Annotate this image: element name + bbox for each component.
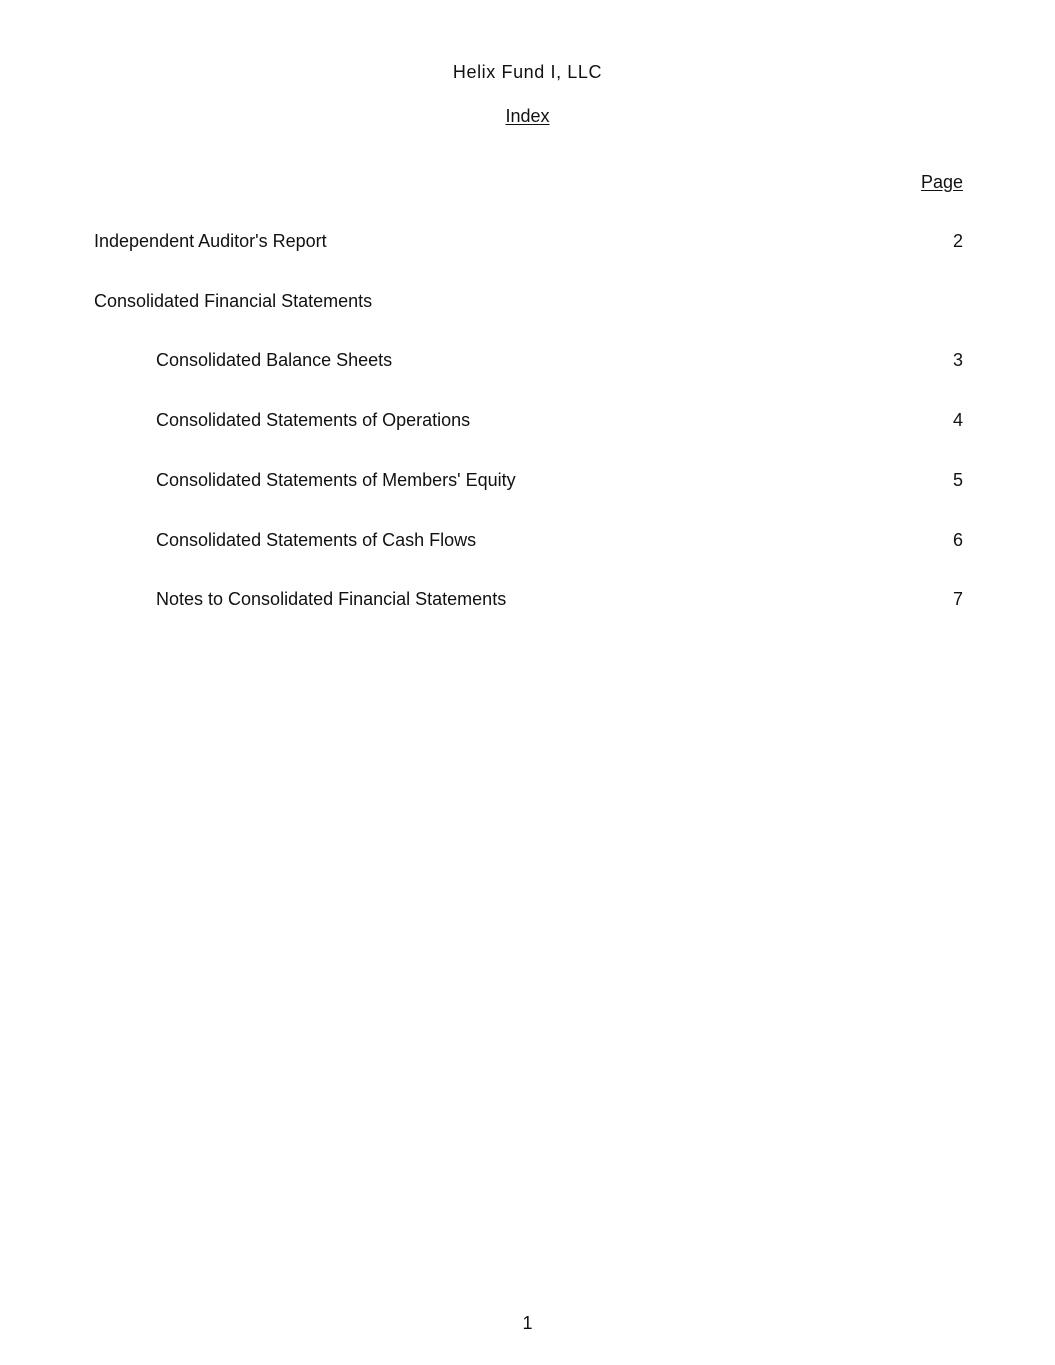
toc-entry-page: 4: [952, 410, 963, 430]
index-title: Index: [505, 106, 550, 126]
toc-entry-members-equity: [0, 470, 1055, 494]
toc-entry-notes: [0, 589, 1055, 613]
toc-entry-cash-flows: [0, 530, 1055, 554]
toc-entry-operations: [0, 410, 1055, 434]
toc-entry-page: 7: [952, 589, 963, 609]
toc-entry-label: Consolidated Statements of Cash Flows: [156, 530, 477, 550]
toc-entry-page: 6: [952, 530, 963, 550]
company-name: Helix Fund I, LLC: [452, 62, 603, 82]
toc-entry-label: Consolidated Statements of Operations: [156, 410, 471, 430]
toc-entry-page: 2: [952, 231, 963, 251]
toc-entry-auditors-report: [0, 231, 1055, 255]
toc-entry-page: 3: [952, 350, 963, 370]
page-number: 1: [522, 1313, 533, 1333]
toc-entry-page: 5: [952, 470, 963, 490]
toc-section-financial-statements: [0, 291, 1055, 315]
toc-entry-label: Independent Auditor's Report: [94, 231, 327, 251]
toc-section-label: Consolidated Financial Statements: [94, 291, 373, 311]
toc-entry-label: Notes to Consolidated Financial Statements: [156, 589, 507, 609]
toc-entry-label: Consolidated Statements of Members' Equity: [156, 470, 516, 490]
toc-entry-label: Consolidated Balance Sheets: [156, 350, 393, 370]
page-column-header: Page: [920, 172, 963, 192]
toc-entry-balance-sheets: [0, 350, 1055, 374]
